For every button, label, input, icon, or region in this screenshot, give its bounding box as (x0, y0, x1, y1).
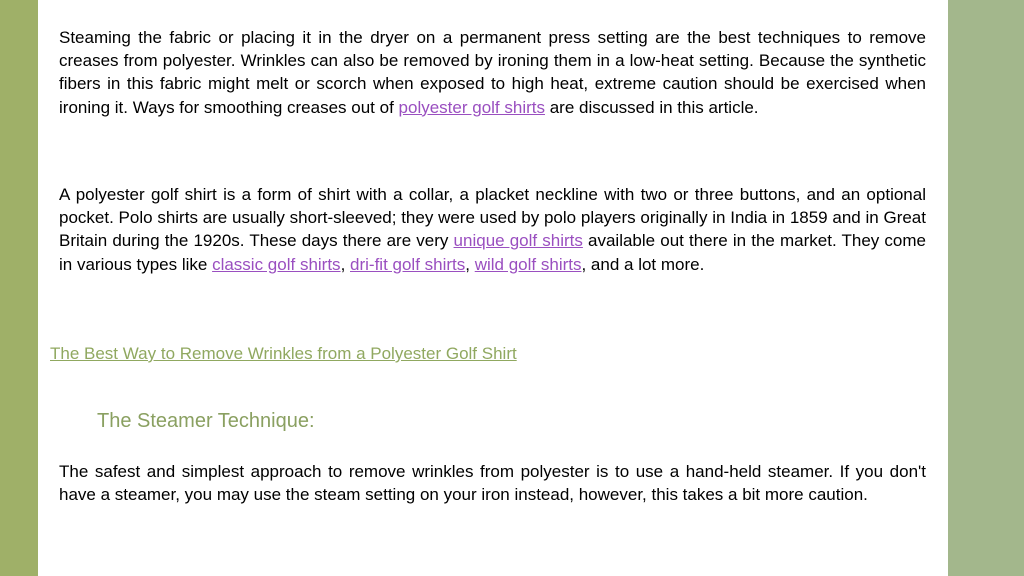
steamer-technique-heading: The Steamer Technique: (97, 410, 315, 432)
about-text-2: available out there in the market. They come in various types like (59, 231, 926, 274)
steamer-paragraph: The safest and simplest approach to remove wrinkles from polyester is to use a hand-held steamer. If you don't have a steamer, you may use the steam setting on your iron instead, however, this takes a bit more caution. (59, 462, 926, 505)
about-text-3: , and a lot more. (581, 254, 705, 274)
article-title-link[interactable]: The Best Way to Remove Wrinkles from a Polyester Golf Shirt (50, 344, 517, 363)
about-paragraph (59, 183, 926, 276)
about-text-1: A polyester golf shirt is a form of shirt with a collar, a placket neckline with two or three buttons, and an optional pocket. Polo shirts are usually short-sleeved; they were used by polo players originally in India in 1859 and in Great Britain during the 1920s. These days there are very (59, 185, 926, 251)
intro-text-before-link: Steaming the fabric or placing it in the dryer on a permanent press setting are the best techniques to remove creases from polyester. Wrinkles can also be removed by ironing them in a low-heat setting. Because the synthetic fibers in this fabric might melt or scorch when exposed to high heat, extreme caution should be exercised when ironing it. Ways for smoothing creases out of (59, 28, 926, 117)
intro-text-after-link: are discussed in this article. (544, 97, 759, 117)
classic-golf-shirts-link[interactable]: classic golf shirts (212, 254, 341, 274)
unique-golf-shirts-link[interactable]: unique golf shirts (453, 231, 583, 251)
dri-fit-golf-shirts-link[interactable]: dri-fit golf shirts (350, 254, 466, 274)
about-separator-2: , (465, 254, 475, 274)
intro-paragraph (59, 26, 926, 119)
about-separator-1: , (340, 254, 351, 274)
left-decorative-bar (0, 0, 38, 576)
wild-golf-shirts-link[interactable]: wild golf shirts (474, 254, 582, 274)
polyester-golf-shirts-link[interactable]: polyester golf shirts (398, 97, 545, 117)
right-decorative-bar (948, 0, 1024, 576)
